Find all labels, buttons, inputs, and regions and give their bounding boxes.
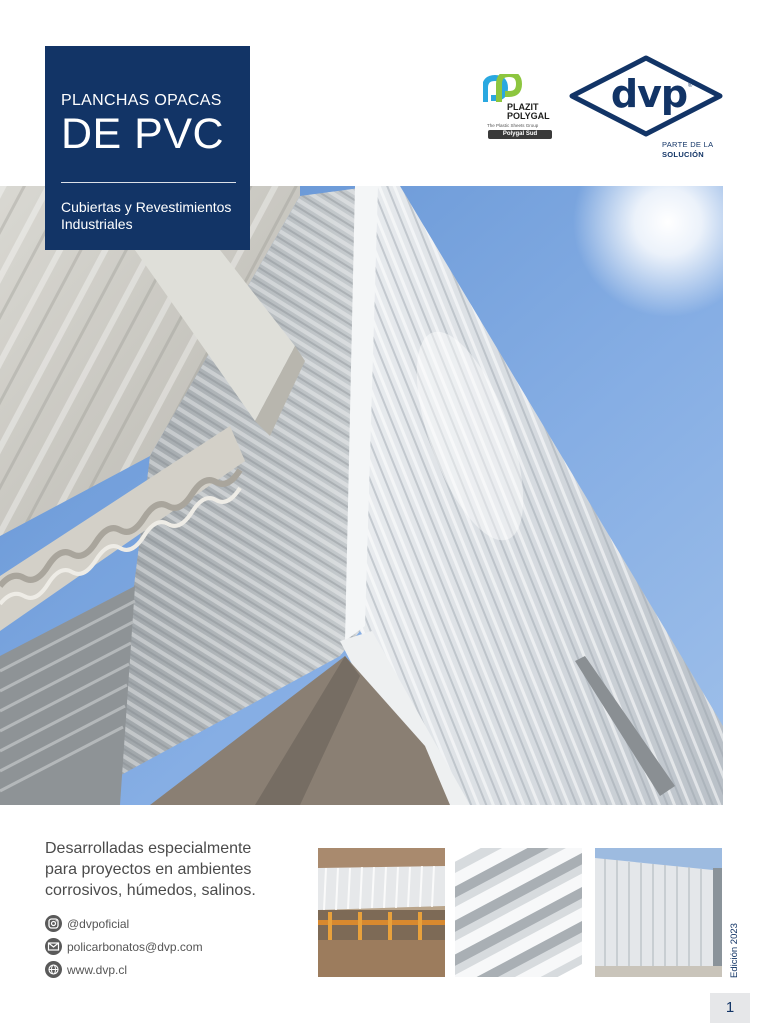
contact-email[interactable] — [45, 935, 203, 958]
page-number: 1 — [710, 993, 750, 1023]
dvp-slogan-line-2: SOLUCIÓN — [662, 150, 704, 159]
subtitle-line-1: Cubiertas y Revestimientos — [61, 199, 232, 215]
plazit-tagline: The Plastic Sheets Group — [487, 123, 539, 128]
dvp-logo — [568, 55, 724, 137]
website-url: www.dvp.cl — [67, 962, 128, 977]
tagline-line-2: para proyectos en ambientes — [45, 861, 252, 878]
dvp-wordmark: dvp — [610, 72, 688, 116]
contact-list — [45, 912, 203, 981]
globe-icon — [45, 961, 62, 978]
contact-website[interactable] — [45, 958, 203, 981]
tagline-line-1: Desarrolladas especialmente — [45, 840, 252, 857]
page-title: DE PVC — [61, 110, 225, 158]
instagram-handle: @dvpoficial — [67, 916, 130, 931]
thumbnail-corrugated-sheet — [455, 848, 582, 977]
edition-label: Edición 2023 — [729, 923, 740, 978]
email-address: policarbonatos@dvp.com — [67, 939, 203, 954]
instagram-icon — [45, 915, 62, 932]
plazit-badge: Polygal Sud — [488, 130, 552, 139]
tagline — [45, 838, 305, 901]
plazit-name — [507, 103, 550, 121]
plazit-line-1: PLAZIT — [507, 102, 539, 112]
title-kicker: PLANCHAS OPACAS — [61, 92, 222, 109]
plazit-polygal-logo — [483, 74, 555, 142]
email-icon — [45, 938, 62, 955]
tagline-line-3: corrosivos, húmedos, salinos. — [45, 882, 256, 899]
thumbnail-clad-building — [595, 848, 722, 977]
contact-instagram[interactable] — [45, 912, 203, 935]
title-subtitle — [61, 199, 234, 233]
thumbnail-industrial-shed — [318, 848, 445, 977]
dvp-registered-mark: ® — [688, 83, 693, 89]
dvp-slogan-line-1: PARTE DE LA — [662, 140, 714, 149]
title-divider — [61, 182, 236, 183]
hero-photo — [0, 186, 723, 805]
plazit-line-2: POLYGAL — [507, 111, 550, 121]
subtitle-line-2: Industriales — [61, 216, 133, 232]
title-block — [45, 46, 250, 250]
